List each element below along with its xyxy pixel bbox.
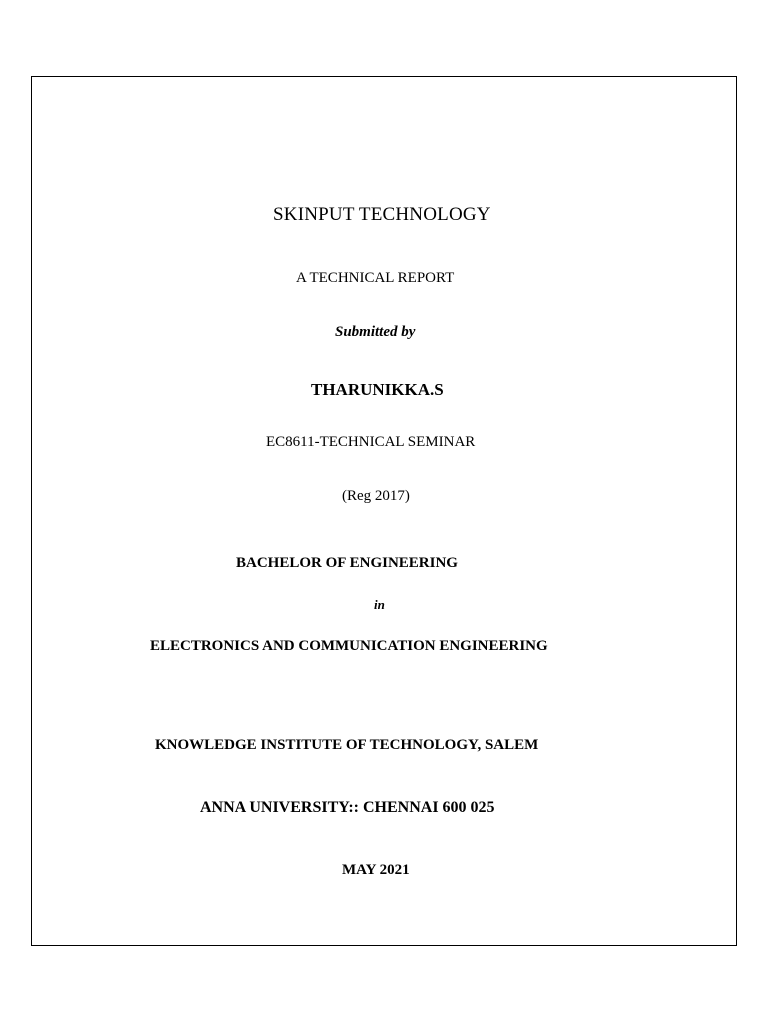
report-title: SKINPUT TECHNOLOGY <box>273 204 491 225</box>
in-connector: in <box>374 597 385 612</box>
university-name: ANNA UNIVERSITY:: CHENNAI 600 025 <box>200 799 495 816</box>
report-type: A TECHNICAL REPORT <box>296 270 455 286</box>
regulation: (Reg 2017) <box>342 488 410 504</box>
submission-date: MAY 2021 <box>342 862 410 878</box>
course-name: EC8611-TECHNICAL SEMINAR <box>266 434 476 450</box>
submitted-by-label: Submitted by <box>335 324 416 340</box>
department-name: ELECTRONICS AND COMMUNICATION ENGINEERING <box>150 638 548 654</box>
institute-name: KNOWLEDGE INSTITUTE OF TECHNOLOGY, SALEM <box>155 737 539 753</box>
author-name: THARUNIKKA.S <box>311 380 444 399</box>
degree-name: BACHELOR OF ENGINEERING <box>236 555 458 571</box>
